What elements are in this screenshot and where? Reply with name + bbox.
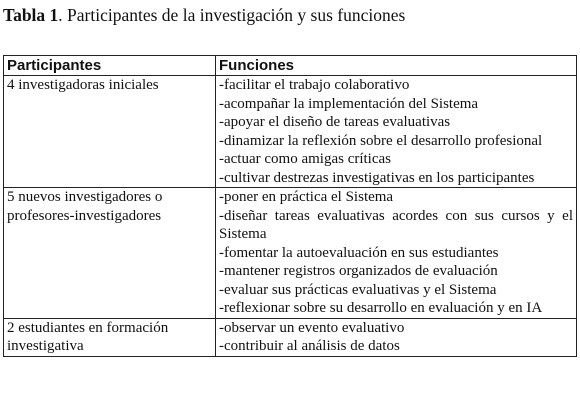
function-item: -cultivar destrezas investigativas en los participantes (219, 169, 535, 186)
participant-cell: 2 estudiantes en formación investigativa (4, 318, 216, 356)
header-participants: Participantes (4, 56, 216, 76)
function-item: -fomentar la autoevaluación en sus estudiantes (219, 244, 499, 261)
function-item: -observar un evento evaluativo (219, 319, 405, 336)
functions-cell (216, 188, 577, 319)
functions-cell (216, 318, 577, 356)
function-item: -acompañar la implementación del Sistema (219, 95, 479, 112)
participant-cell: 4 investigadoras iniciales (4, 76, 216, 188)
table-row (4, 76, 577, 188)
function-item: -contribuir al análisis de datos (219, 338, 400, 354)
caption-text: . Participantes de la investigación y sus funciones (58, 5, 406, 25)
function-item: -poner en práctica el Sistema (219, 189, 394, 205)
caption-label: Tabla 1 (3, 5, 59, 25)
function-item: -actuar como amigas críticas (219, 151, 392, 167)
function-item: -dinamizar la reflexión sobre el desarrollo profesional (219, 132, 543, 149)
function-item: -reflexionar sobre su desarrollo en evaluación y en IA (219, 300, 543, 316)
participant-cell: 5 nuevos investigadores o profesores-investigadores (4, 188, 216, 319)
header-functions: Funciones (216, 56, 577, 76)
table-caption (3, 4, 405, 26)
function-item: -facilitar el trabajo colaborativo (219, 77, 410, 93)
function-item: -evaluar sus prácticas evaluativas y el Sistema (219, 281, 497, 298)
table-row (4, 188, 577, 319)
function-item: -mantener registros organizados de evaluación (219, 263, 498, 279)
table-row (4, 318, 577, 356)
function-item: -apoyar el diseño de tareas evaluativas (219, 114, 451, 130)
functions-cell (216, 76, 577, 188)
header-row (4, 56, 577, 76)
function-item: -diseñar tareas evaluativas acordes con sus cursos y el Sistema (219, 207, 573, 242)
participants-table (3, 55, 577, 357)
